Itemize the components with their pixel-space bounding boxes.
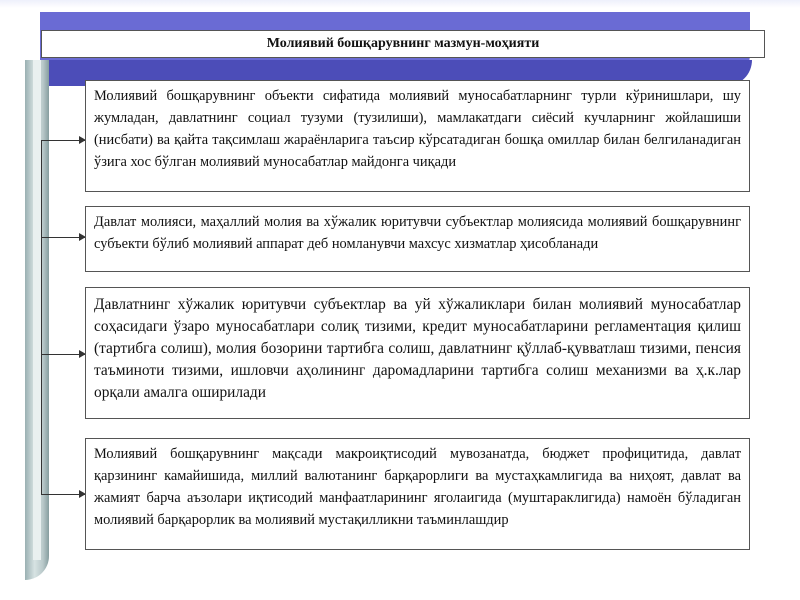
arrow-to-box-1 — [41, 140, 85, 141]
top-gradient-band — [0, 0, 800, 8]
arrow-to-box-3 — [41, 354, 85, 355]
content-box-goal: Молиявий бошқарувнинг мақсади макроиқтисодий мувозанатда, бюджет профицитида, давлат қарзининг камайишида, миллий валютанинг барқарорлиги ва мустаҳкамлигида ва ниҳоят, давлат ва жамият барча аъзолари иқтисодий манфаатларининг яголаигида (муштараклигида) намоён бўладиган молиявий барқарорлик ва молиявий мустақилликни таъминлашдир — [85, 438, 750, 550]
arrow-to-box-2 — [41, 237, 85, 238]
arrow-to-box-4 — [41, 494, 85, 495]
content-box-relations: Давлатнинг хўжалик юритувчи субъектлар ва уй хўжаликлари билан молиявий муносабатлар соҳасидаги ўзаро муносабатлари солиқ тизими, кредит муносабатларини регламентация қилиш (тартибга солиш), молия бозорини тартибга солиш, давлатнинг қўллаб-қувватлаш тизими, пенсия таъминоти тизими, ишловчи аҳолининг даромадларини тартибга солиш механизми ва ҳ.к.лар орқали амалга оширилади — [85, 287, 750, 419]
vertical-connector-line — [41, 140, 42, 495]
diagram-title: Молиявий бошқарувнинг мазмун-моҳияти — [41, 30, 765, 58]
left-decor-spine-highlight — [33, 60, 41, 560]
content-box-object: Молиявий бошқарувнинг объекти сифатида молиявий муносабатларнинг турли кўринишлари, шу жумладан, давлатнинг социал тузуми (тузилиши), мамлакатдаги сиёсий кучларнинг жойлашиши (нисбати) ва қайта тақсимлаш жараёнларига таъсир кўрсатадиган бошқа омиллар билан белгиланадиган ўзига хос бўлган молиявий муносабатлар майдонга чиқади — [85, 80, 750, 192]
content-box-subject: Давлат молияси, маҳаллий молия ва хўжалик юритувчи субъектлар молиясида молиявий бошқарувнинг субъекти бўлиб молиявий аппарат деб номланувчи махсус хизматлар ҳисобланади — [85, 206, 750, 272]
